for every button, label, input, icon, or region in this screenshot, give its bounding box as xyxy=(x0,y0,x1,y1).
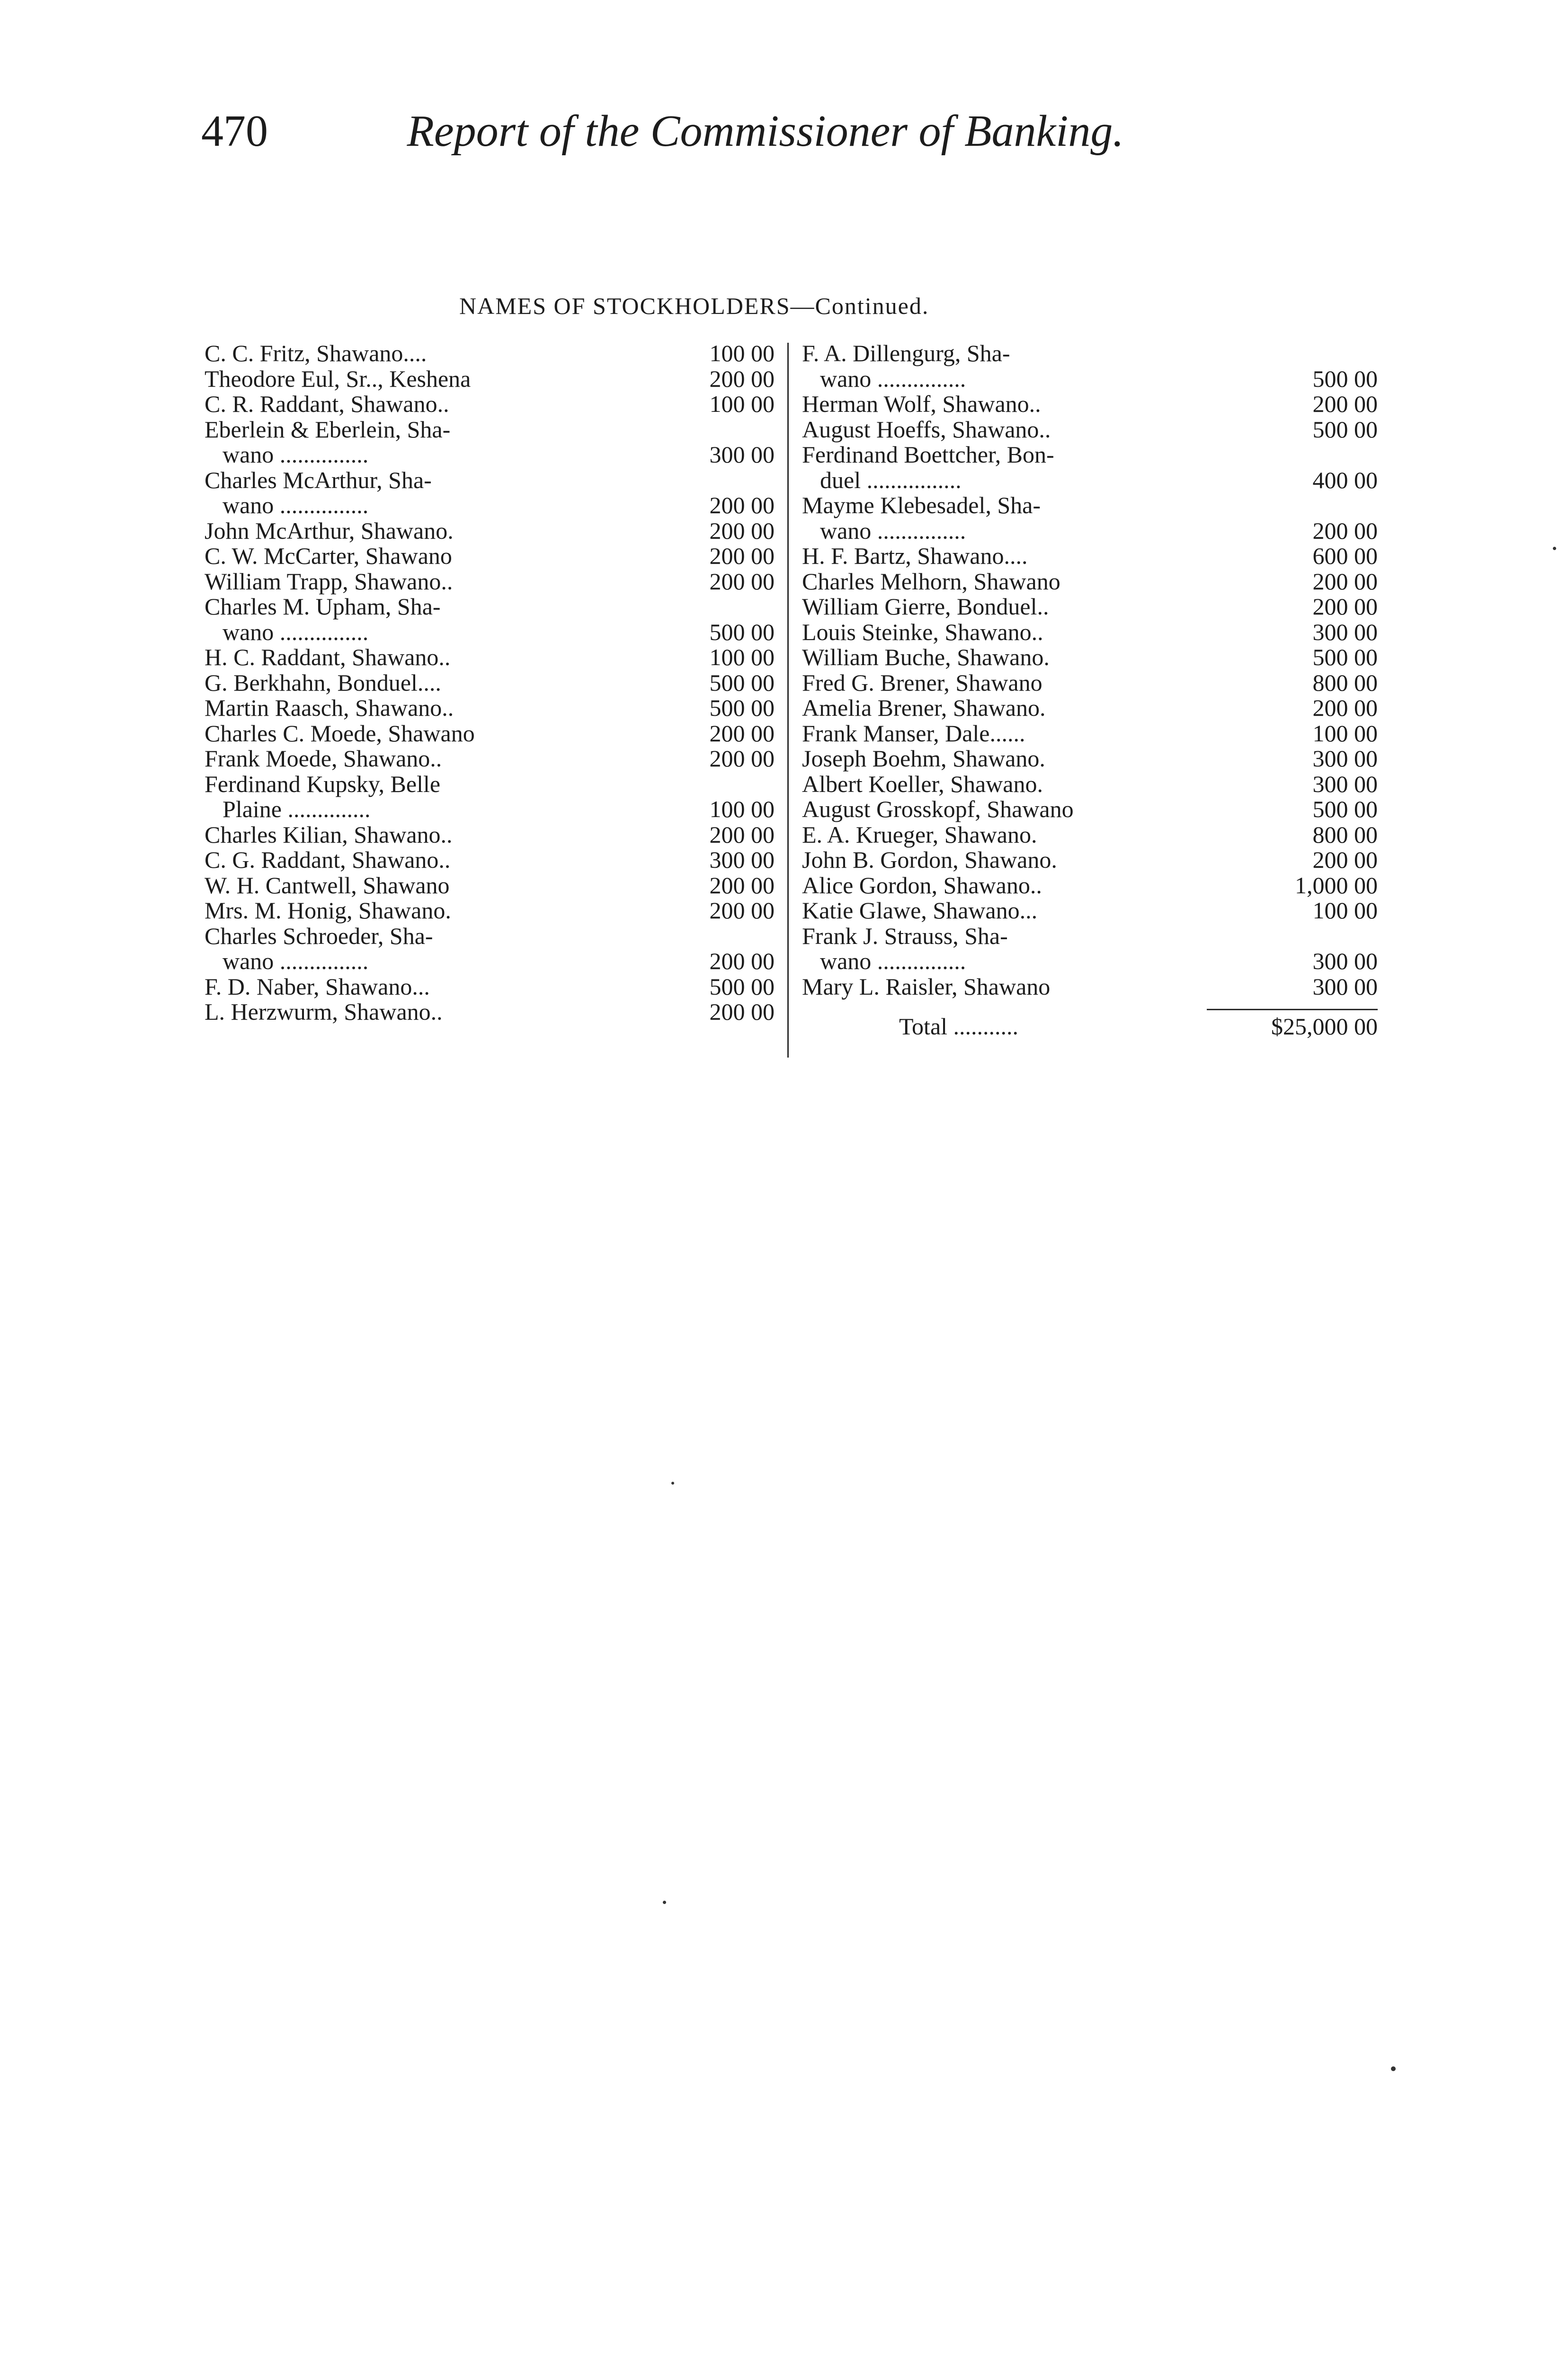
stock-amount: 200 00 xyxy=(709,365,775,392)
stockholder-name: John McArthur, Shawano. xyxy=(205,517,454,544)
stockholder-name: August Grosskopf, Shawano xyxy=(802,796,1074,822)
stockholder-row xyxy=(205,822,775,848)
stockholder-name: Mary L. Raisler, Shawano xyxy=(802,973,1051,1000)
stockholder-name: Charles Schroeder, Sha- xyxy=(205,922,433,949)
stockholder-name: H. C. Raddant, Shawano.. xyxy=(205,644,451,670)
print-speck xyxy=(671,1482,674,1485)
stock-amount: 100 00 xyxy=(1312,897,1378,924)
stockholder-row xyxy=(802,695,1378,721)
stockholder-row xyxy=(205,341,775,366)
stockholder-row xyxy=(205,366,775,392)
stockholder-name: Charles C. Moede, Shawano xyxy=(205,720,475,747)
stockholder-row xyxy=(205,847,775,873)
stock-amount: 200 00 xyxy=(1312,391,1378,417)
stock-amount: 200 00 xyxy=(709,517,775,544)
stockholder-row xyxy=(802,594,1378,620)
stock-amount: 500 00 xyxy=(1312,796,1378,822)
stockholder-name: Alice Gordon, Shawano.. xyxy=(802,872,1042,899)
print-speck xyxy=(1391,2066,1396,2071)
stock-amount: 200 00 xyxy=(1312,517,1378,544)
stock-amount: 200 00 xyxy=(709,948,775,974)
stockholder-row xyxy=(802,924,1378,949)
stock-amount: 500 00 xyxy=(709,669,775,696)
stock-amount: 200 00 xyxy=(1312,593,1378,620)
stockholder-name: Joseph Boehm, Shawano. xyxy=(802,745,1045,772)
stockholder-name: Katie Glawe, Shawano... xyxy=(802,897,1038,924)
stockholder-row xyxy=(802,569,1378,595)
stock-amount: 200 00 xyxy=(709,998,775,1025)
stockholder-row xyxy=(205,974,775,1000)
stockholder-name: Charles Melhorn, Shawano xyxy=(802,568,1060,595)
stock-amount: 200 00 xyxy=(709,492,775,518)
stock-amount: 400 00 xyxy=(1312,466,1378,493)
stockholder-row xyxy=(802,392,1378,417)
stock-amount: 300 00 xyxy=(1312,948,1378,974)
stockholder-name: William Trapp, Shawano.. xyxy=(205,568,453,595)
stockholder-name: Theodore Eul, Sr.., Keshena xyxy=(205,365,471,392)
stockholder-name: L. Herzwurm, Shawano.. xyxy=(205,998,443,1025)
stockholder-row xyxy=(802,468,1378,493)
stock-amount: 500 00 xyxy=(1312,365,1378,392)
stockholder-row xyxy=(802,772,1378,797)
stockholder-row xyxy=(802,797,1378,822)
stock-amount: 200 00 xyxy=(709,720,775,747)
stock-amount: 200 00 xyxy=(709,872,775,899)
stock-amount: 300 00 xyxy=(1312,770,1378,797)
stockholder-name: Charles M. Upham, Sha- xyxy=(205,593,441,620)
stockholder-name: Ferdinand Kupsky, Belle xyxy=(205,770,441,797)
stockholder-name: wano ............... xyxy=(820,948,966,974)
stockholder-row xyxy=(802,898,1378,924)
stock-amount: 100 00 xyxy=(709,644,775,670)
stockholder-name: Martin Raasch, Shawano.. xyxy=(205,694,454,721)
stockholder-row xyxy=(205,772,775,797)
stockholder-name: F. D. Naber, Shawano... xyxy=(205,973,430,1000)
stockholder-row xyxy=(802,670,1378,696)
stockholder-row xyxy=(205,924,775,949)
stockholder-name: wano ............... xyxy=(820,517,966,544)
stockholder-row xyxy=(205,873,775,899)
stockholder-name: Fred G. Brener, Shawano xyxy=(802,669,1042,696)
stockholder-row xyxy=(205,392,775,417)
stockholder-name: wano ............... xyxy=(223,948,369,974)
stockholder-name: Frank J. Strauss, Sha- xyxy=(802,922,1008,949)
stockholder-row xyxy=(205,670,775,696)
stockholder-row xyxy=(802,974,1378,1000)
stockholder-row xyxy=(205,442,775,468)
stockholder-row xyxy=(802,543,1378,569)
stockholder-row xyxy=(802,949,1378,974)
total-rule xyxy=(1207,1009,1378,1010)
stock-amount: 300 00 xyxy=(709,846,775,873)
stock-amount: 500 00 xyxy=(709,694,775,721)
stock-amount: 500 00 xyxy=(1312,644,1378,670)
stockholder-name: Albert Koeller, Shawano. xyxy=(802,770,1043,797)
stockholder-name: William Buche, Shawano. xyxy=(802,644,1050,670)
stockholder-row xyxy=(802,847,1378,873)
stockholder-row xyxy=(205,797,775,822)
stockholder-row xyxy=(205,721,775,747)
stockholder-name: Eberlein & Eberlein, Sha- xyxy=(205,416,451,443)
stockholder-row xyxy=(205,468,775,493)
stockholder-name: Plaine .............. xyxy=(223,796,371,822)
stockholder-row xyxy=(802,366,1378,392)
stockholder-row xyxy=(205,695,775,721)
stockholder-name: C. R. Raddant, Shawano.. xyxy=(205,391,449,417)
print-speck xyxy=(1553,547,1556,550)
stockholder-row xyxy=(205,645,775,670)
stock-amount: 300 00 xyxy=(709,441,775,468)
stockholder-row xyxy=(802,620,1378,645)
stock-amount: 100 00 xyxy=(709,391,775,417)
stockholder-name: C. G. Raddant, Shawano.. xyxy=(205,846,451,873)
total-amount: $25,000 00 xyxy=(1271,1013,1378,1040)
stock-amount: 200 00 xyxy=(709,543,775,569)
stockholder-name: H. F. Bartz, Shawano.... xyxy=(802,543,1028,569)
stockholders-left-column xyxy=(205,341,775,1025)
stockholder-name: Ferdinand Boettcher, Bon- xyxy=(802,441,1054,468)
stockholder-name: Louis Steinke, Shawano.. xyxy=(802,618,1043,645)
stock-amount: 200 00 xyxy=(1312,568,1378,595)
stock-amount: 500 00 xyxy=(709,618,775,645)
stockholder-name: William Gierre, Bonduel.. xyxy=(802,593,1049,620)
section-heading: NAMES OF STOCKHOLDERS—Continued. xyxy=(459,293,929,319)
stock-amount: 800 00 xyxy=(1312,821,1378,848)
stockholders-right-column xyxy=(802,341,1378,1042)
stockholder-name: W. H. Cantwell, Shawano xyxy=(205,872,450,899)
stockholder-row xyxy=(802,417,1378,443)
stockholder-name: wano ............... xyxy=(820,365,966,392)
stock-amount: 300 00 xyxy=(1312,973,1378,1000)
stockholder-row xyxy=(205,417,775,443)
column-divider xyxy=(787,343,789,1058)
stockholder-row xyxy=(802,746,1378,772)
stockholder-row xyxy=(205,746,775,772)
stock-amount: 200 00 xyxy=(709,745,775,772)
stockholder-name: Charles McArthur, Sha- xyxy=(205,466,432,493)
stock-amount: 100 00 xyxy=(709,340,775,366)
page-header xyxy=(201,107,1124,156)
stockholder-row xyxy=(802,442,1378,468)
stockholder-name: Frank Manser, Dale...... xyxy=(802,720,1025,747)
stock-amount: 300 00 xyxy=(1312,618,1378,645)
stockholder-name: wano ............... xyxy=(223,618,369,645)
total-label: Total ........... xyxy=(899,1013,1019,1040)
stockholder-row xyxy=(802,341,1378,366)
stockholder-row xyxy=(205,594,775,620)
stockholder-row xyxy=(205,569,775,595)
stockholder-name: duel ................ xyxy=(820,466,962,493)
stockholder-name: E. A. Krueger, Shawano. xyxy=(802,821,1037,848)
stockholder-row xyxy=(205,543,775,569)
stockholder-name: Amelia Brener, Shawano. xyxy=(802,694,1046,721)
stockholder-name: Charles Kilian, Shawano.. xyxy=(205,821,453,848)
running-title: Report of the Commissioner of Banking. xyxy=(407,107,1124,156)
stock-amount: 500 00 xyxy=(1312,416,1378,443)
print-speck xyxy=(663,1901,666,1904)
stock-amount: 1,000 00 xyxy=(1295,872,1378,899)
stockholder-name: Frank Moede, Shawano.. xyxy=(205,745,442,772)
stockholder-name: John B. Gordon, Shawano. xyxy=(802,846,1057,873)
stock-amount: 100 00 xyxy=(1312,720,1378,747)
stockholder-name: G. Berkhahn, Bonduel.... xyxy=(205,669,441,696)
stockholder-name: C. C. Fritz, Shawano.... xyxy=(205,340,427,366)
stockholder-name: Mrs. M. Honig, Shawano. xyxy=(205,897,451,924)
stockholder-row xyxy=(205,999,775,1025)
stockholder-row xyxy=(205,518,775,544)
stock-amount: 200 00 xyxy=(1312,694,1378,721)
stockholder-row xyxy=(205,898,775,924)
stockholder-name: wano ............... xyxy=(223,441,369,468)
stock-amount: 200 00 xyxy=(1312,846,1378,873)
stockholder-name: Mayme Klebesadel, Sha- xyxy=(802,492,1041,518)
stock-amount: 200 00 xyxy=(709,821,775,848)
stockholder-row xyxy=(802,493,1378,518)
stockholder-row xyxy=(802,721,1378,747)
stock-amount: 600 00 xyxy=(1312,543,1378,569)
stockholder-name: Herman Wolf, Shawano.. xyxy=(802,391,1041,417)
stockholder-row xyxy=(802,518,1378,544)
stockholder-name: wano ............... xyxy=(223,492,369,518)
stock-amount: 200 00 xyxy=(709,897,775,924)
stockholder-name: August Hoeffs, Shawano.. xyxy=(802,416,1051,443)
stock-amount: 100 00 xyxy=(709,796,775,822)
stockholder-row xyxy=(802,645,1378,670)
stock-amount: 200 00 xyxy=(709,568,775,595)
stockholder-name: C. W. McCarter, Shawano xyxy=(205,543,452,569)
stockholder-row xyxy=(205,493,775,518)
stock-amount: 300 00 xyxy=(1312,745,1378,772)
stock-amount: 500 00 xyxy=(709,973,775,1000)
stockholder-row xyxy=(205,620,775,645)
stockholder-name: F. A. Dillengurg, Sha- xyxy=(802,340,1010,366)
page-number: 470 xyxy=(201,107,268,156)
stockholder-row xyxy=(802,822,1378,848)
stockholder-row xyxy=(802,873,1378,899)
stockholder-row xyxy=(205,949,775,974)
stock-amount: 800 00 xyxy=(1312,669,1378,696)
total-row xyxy=(802,1014,1378,1042)
